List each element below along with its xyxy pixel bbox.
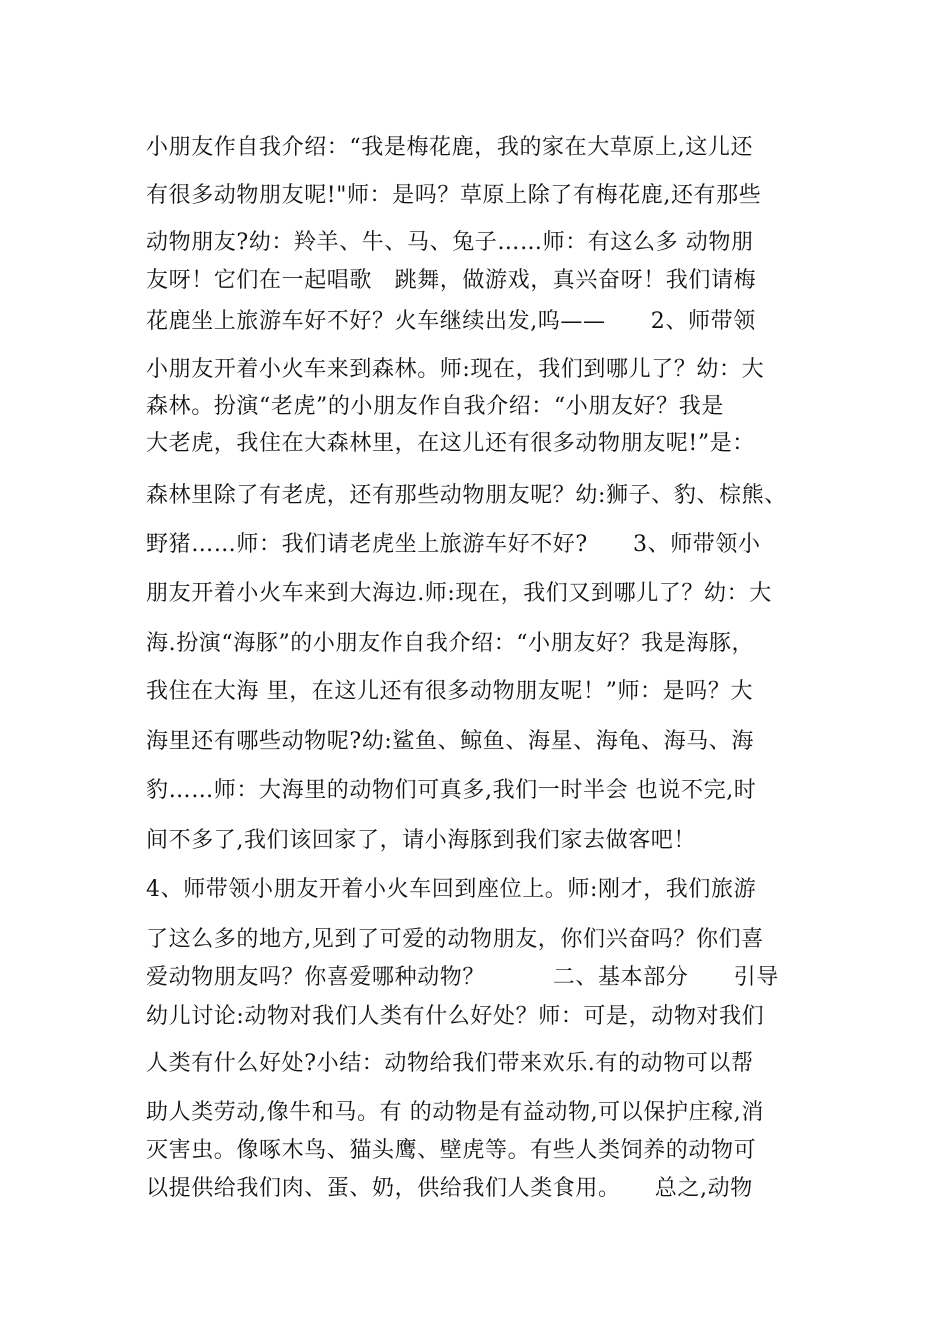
text-line: 间不多了,我们该回家了，请小海豚到我们家去做客吧！ [146, 828, 696, 853]
text-line: 我住在大海 里，在这儿还有很多动物朋友呢！”师：是吗？大 [146, 679, 754, 704]
text-line: 人类有什么好处?小结：动物给我们带来欢乐.有的动物可以帮 [146, 1051, 754, 1076]
text-line: 森林里除了有老虎，还有那些动物朋友呢？幼:狮子、豹、棕熊、 [146, 483, 787, 508]
text-line: 友呀！它们在一起唱歌 跳舞，做游戏，真兴奋呀！我们请梅 [146, 268, 757, 293]
text-line: 以提供给我们肉、蛋、奶，供给我们人类食用。 总之,动物 [146, 1176, 753, 1201]
text-line: 小朋友开着小火车来到森林。师:现在，我们到哪儿了？幼：大 [146, 357, 765, 382]
text-line: 海.扮演“海豚”的小朋友作自我介绍：“小朋友好？我是海豚， [146, 631, 755, 656]
text-line: 幼儿讨论:动物对我们人类有什么好处？师：可是，动物对我们 [146, 1004, 765, 1029]
text-line: 有很多动物朋友呢!"师：是吗？草原上除了有梅花鹿,还有那些 [146, 183, 762, 208]
text-line: 助人类劳动,像牛和马。有 的动物是有益动物,可以保护庄稼,消 [146, 1100, 764, 1125]
text-line: 海里还有哪些动物呢?幼:鲨鱼、鲸鱼、海星、海龟、海马、海 [146, 729, 755, 754]
text-line: 森林。扮演“老虎”的小朋友作自我介绍：“小朋友好？我是 [146, 394, 724, 419]
text-line: 朋友开着小火车来到大海边.师:现在，我们又到哪儿了？幼：大 [146, 581, 772, 606]
text-line: 爱动物朋友吗？你喜爱哪种动物？ 二、基本部分 引导 [146, 965, 779, 990]
text-line: 动物朋友?幼：羚羊、牛、马、兔子……师：有这么多 动物朋 [146, 230, 754, 255]
text-line: 小朋友作自我介绍：“我是梅花鹿，我的家在大草原上,这儿还 [146, 135, 754, 160]
text-line: 4、师带领小朋友开着小火车回到座位上。师:刚才，我们旅游 [146, 877, 757, 902]
text-line: 野猪……师：我们请老虎坐上旅游车好不好? 3、师带领小 [146, 532, 761, 557]
text-line: 豹……师：大海里的动物们可真多,我们一时半会 也说不完,时 [146, 778, 757, 803]
text-line: 大老虎，我住在大森林里，在这儿还有很多动物朋友呢!”是： [146, 431, 755, 456]
text-line: 花鹿坐上旅游车好不好？火车继续出发,呜—— 2、师带领 [146, 309, 756, 334]
text-line: 了这么多的地方,见到了可爱的动物朋友，你们兴奋吗？你们喜 [146, 927, 764, 952]
text-line: 灭害虫。像啄木鸟、猫头鹰、壁虎等。有些人类饲养的动物可 [146, 1138, 757, 1163]
